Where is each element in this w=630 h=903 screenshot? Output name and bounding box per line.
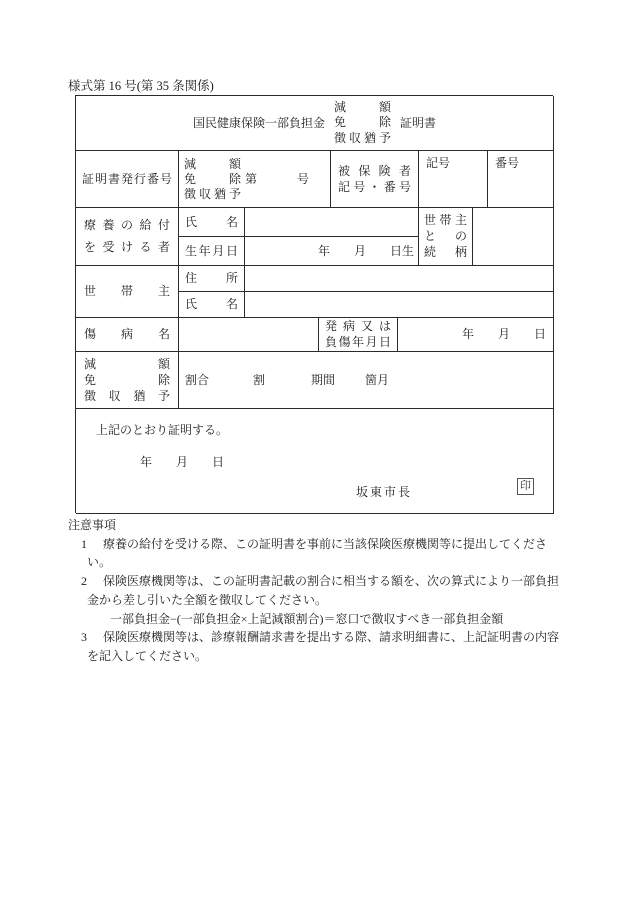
recipient-name-value-cell — [245, 208, 419, 237]
seal-mark: 印 — [517, 478, 534, 495]
issue-type-stack — [184, 157, 241, 202]
benefit-recipient-label-cell — [76, 208, 179, 266]
title-main: 国民健康保険一部負担金 — [192, 115, 325, 130]
householder-name-value-cell — [245, 292, 554, 318]
number-label: 番号 — [495, 156, 520, 170]
mayor-name: 坂東市長 — [356, 485, 413, 499]
note-item-3-text: 保険医療機関等は、診療報酬請求書を提出する際、請求明細書に、上記証明書の内容 — [103, 630, 560, 645]
note-item-1-line-1 — [68, 535, 562, 554]
issue-type-menjo: 免除 — [184, 171, 241, 186]
householder-name-label-cell — [179, 292, 245, 318]
title-row — [76, 96, 554, 151]
recipient-label-line1: 療養の給付 — [84, 217, 170, 232]
issue-type-genaku: 減額 — [184, 156, 241, 171]
reduction-type-label-cell — [76, 352, 179, 409]
recipient-name-label: 氏名 — [185, 214, 238, 229]
reduction-detail-cell — [179, 352, 554, 409]
title-type-stack — [334, 100, 391, 147]
issue-type-choshuyuyo: 徴収猶予 — [184, 186, 241, 201]
reduction-label-choshuyuyo: 徴収猶予 — [84, 389, 170, 403]
disease-label: 傷病名 — [84, 327, 170, 341]
onset-date-value-cell — [398, 318, 554, 352]
householder-address-label: 住所 — [185, 271, 238, 285]
note-formula: 一部負担金−(一部負担金×上記減額割合)＝窓口で徴収すべき一部負担金額 — [110, 611, 504, 626]
symbol-label: 記号 — [426, 156, 451, 170]
onset-date-value: 年 月 日 — [461, 327, 546, 341]
ratio-unit: 割 — [253, 372, 266, 387]
note-item-1-number: 1 — [81, 536, 87, 551]
birthdate-label: 生年月日 — [185, 243, 238, 258]
number-prefix: 第 — [245, 171, 258, 186]
householder-address-label-cell — [179, 266, 245, 292]
note-item-3-number: 3 — [81, 630, 87, 645]
certificate-table — [75, 95, 553, 513]
title-type-genaku: 減額 — [334, 99, 391, 114]
insured-label-line2: 記号・番号 — [338, 180, 411, 194]
onset-label-line2: 負傷年月日 — [325, 334, 391, 349]
relation-label-line1: 世帯主 — [424, 212, 467, 227]
householder-label: 世帯主 — [84, 284, 170, 298]
onset-date-label-cell — [319, 318, 398, 352]
form-number: 様式第 16 号(第 35 条関係) — [68, 79, 214, 93]
title-type-menjo: 免除 — [334, 115, 391, 130]
relation-label-line2: との — [424, 228, 467, 243]
recipient-name-label-cell — [179, 208, 245, 237]
ratio-label: 割合 — [185, 372, 210, 387]
note-item-3-line-2: を記入してください。 — [87, 648, 208, 663]
note-item-2-line-2: 金から差し引いた全額を徴収してください。 — [87, 592, 328, 607]
certification-statement: 上記のとおり証明する。 — [96, 423, 229, 437]
birthdate-value-cell — [245, 237, 419, 266]
reduction-label-menjo: 免除 — [84, 373, 170, 387]
issue-number-label: 証明書発行番号 — [82, 171, 172, 186]
householder-name-label: 氏名 — [185, 297, 238, 311]
period-label: 期間 — [311, 372, 336, 387]
householder-address-value-cell — [245, 266, 554, 292]
onset-label-line1: 発病又は — [325, 319, 391, 333]
title-type-choshuyuyo: 徴収猶予 — [334, 130, 391, 145]
period-unit: 箇月 — [365, 372, 390, 387]
householder-relation-value-cell — [473, 208, 554, 266]
certification-cell — [76, 409, 554, 514]
reduction-label-genaku: 減額 — [84, 357, 170, 371]
birthdate-value: 年 月 日生 — [317, 243, 414, 258]
symbol-field-cell — [419, 151, 488, 208]
note-item-2-line-1 — [68, 572, 562, 591]
recipient-label-line2: を受ける者 — [84, 240, 170, 255]
note-item-2-text: 保険医療機関等は、この証明書記載の割合に相当する額を、次の算式により一部負担 — [103, 574, 560, 589]
note-item-2-number: 2 — [81, 574, 87, 589]
insured-label-line1: 被保険者 — [338, 164, 411, 178]
issue-number-value-cell — [179, 151, 331, 208]
disease-label-cell — [76, 318, 179, 352]
insured-symbol-number-label-cell — [331, 151, 419, 208]
householder-label-cell — [76, 266, 179, 318]
certification-date: 年 月 日 — [140, 455, 225, 469]
number-field-cell — [488, 151, 554, 208]
relation-label-line3: 続柄 — [424, 245, 467, 260]
title-suffix: 証明書 — [400, 115, 437, 130]
notes-section — [68, 516, 562, 666]
note-item-1-line-2: い。 — [87, 555, 112, 570]
issue-number-label-cell — [76, 151, 179, 208]
number-suffix: 号 — [297, 171, 310, 186]
note-item-3-line-1 — [68, 628, 562, 647]
householder-relation-label-cell — [419, 208, 473, 266]
note-item-1-text: 療養の給付を受ける際、この証明書を事前に当該保険医療機関等に提出してくださ — [103, 536, 548, 551]
birthdate-label-cell — [179, 237, 245, 266]
notes-heading: 注意事項 — [68, 518, 117, 532]
disease-value-cell — [179, 318, 319, 352]
